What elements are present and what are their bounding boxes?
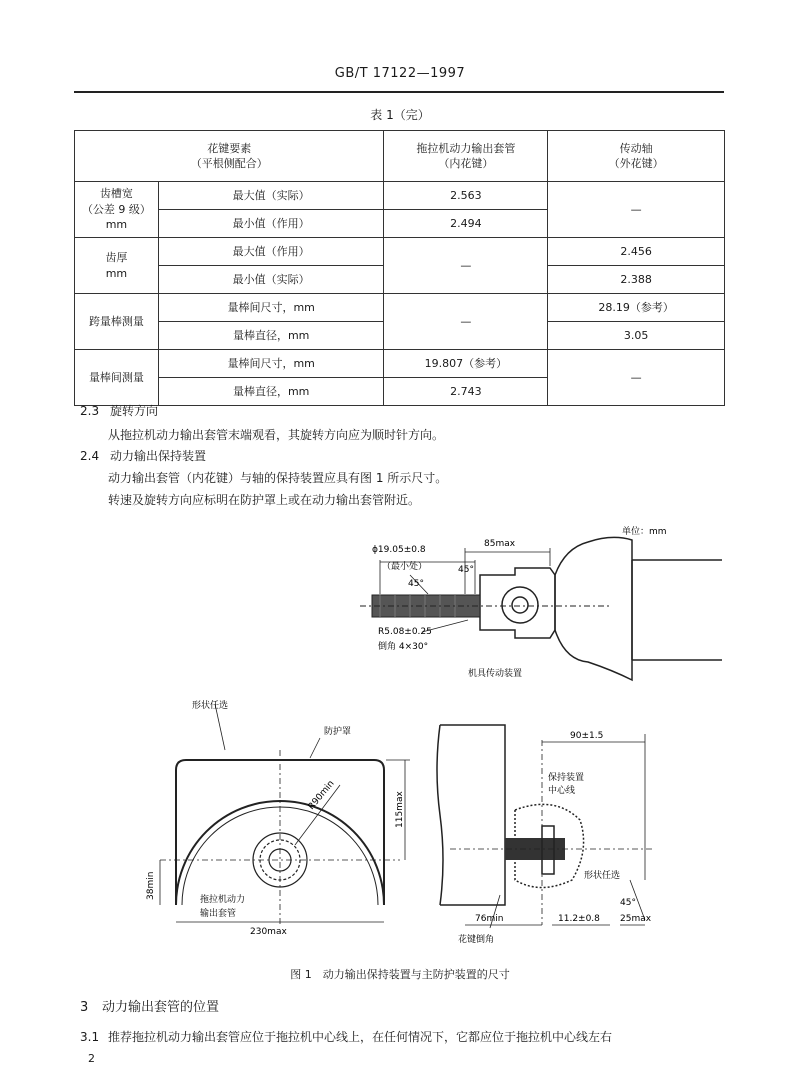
fig-chamfer-spline: 花键倒角 bbox=[458, 935, 495, 945]
between-dia-value: 2.743 bbox=[384, 378, 548, 406]
section-3-heading: 3 动力输出套管的位置 bbox=[80, 1000, 220, 1015]
between-dim-value: 19.807（参考） bbox=[384, 350, 548, 378]
groove-max-value: 2.563 bbox=[384, 182, 548, 210]
section-3-1-body: 3.1 推荐拖拉机动力输出套管应位于拖拉机中心线上，在任何情况下，它都应位于拖拉机中心线左右 bbox=[80, 1030, 613, 1044]
fig-center-label-1: 保持装置 bbox=[548, 773, 585, 783]
fig-dia-note: （最小处） bbox=[382, 562, 428, 572]
fig-length-label: 85max bbox=[484, 539, 516, 549]
fig-dim-11: 11.2±0.8 bbox=[558, 914, 600, 924]
section-2-4-body-2: 转速及旋转方向应标明在防护罩上或在动力输出套管附近。 bbox=[108, 493, 421, 507]
between-dia-label: 量棒直径，mm bbox=[158, 378, 384, 406]
table-caption: 表 1（完） bbox=[370, 108, 430, 122]
fig-dim-90: 90±1.5 bbox=[570, 731, 604, 741]
fig-side-angle: 45° bbox=[620, 898, 636, 908]
page-number: 2 bbox=[88, 1052, 95, 1065]
fig-dia-label: ϕ19.05±0.8 bbox=[372, 545, 426, 555]
section-2-3-body: 从拖拉机动力输出套管末端观看，其旋转方向应为顺时针方向。 bbox=[108, 428, 445, 442]
implement-drive-figure bbox=[350, 520, 730, 690]
col-header-drive-shaft: 传动轴 （外花键） bbox=[548, 131, 725, 182]
fig-dim-76: 76min bbox=[475, 914, 504, 924]
row-label-span-over-pins: 跨量棒测量 bbox=[75, 294, 159, 350]
fig-chamfer-label: 倒角 4×30° bbox=[378, 642, 429, 652]
col-header-spline: 花键要素 （平根侧配合） bbox=[75, 131, 384, 182]
tooth-min-value: 2.388 bbox=[548, 266, 725, 294]
yoke-cross-circle bbox=[502, 587, 538, 623]
fig-pto-label-1: 拖拉机动力 bbox=[200, 895, 246, 905]
section-2-4-heading: 2.4 动力输出保持装置 bbox=[80, 449, 207, 463]
span-dia-label: 量棒直径，mm bbox=[158, 322, 384, 350]
between-drive-value: — bbox=[548, 350, 725, 406]
spline-spec-table bbox=[74, 130, 725, 406]
fig-unit-label: 单位：mm bbox=[622, 527, 667, 537]
fig-left-38: 38min bbox=[146, 871, 156, 900]
fig-dim-25: 25max bbox=[620, 914, 652, 924]
fig-shape-label: 形状任选 bbox=[192, 701, 229, 711]
header-rule bbox=[74, 91, 724, 93]
guard-front-view bbox=[120, 690, 420, 950]
tooth-max-label: 最大值（作用） bbox=[158, 238, 384, 266]
col-header-pto-sleeve: 拖拉机动力输出套管 （内花键） bbox=[384, 131, 548, 182]
row-label-tooth-thickness: 齿厚 mm bbox=[75, 238, 159, 294]
groove-max-label: 最大值（实际） bbox=[158, 182, 384, 210]
yoke-outline bbox=[480, 568, 555, 638]
tractor-housing bbox=[437, 725, 505, 905]
fig-angle-2: 45° bbox=[458, 565, 474, 575]
fig-radius-label: R5.08±0.25 bbox=[378, 627, 432, 637]
fig-height-115: 115max bbox=[395, 791, 405, 828]
section-2-3-heading: 2.3 旋转方向 bbox=[80, 404, 159, 418]
fig-pto-label-2: 输出套管 bbox=[200, 909, 237, 919]
row-label-between-pins: 量棒间测量 bbox=[75, 350, 159, 406]
fig-center-label-2: 中心线 bbox=[548, 786, 576, 796]
shaft-tube bbox=[632, 560, 722, 660]
retainer-side-view bbox=[430, 720, 670, 960]
span-pto-value: — bbox=[384, 294, 548, 350]
fig-guard-label: 防护罩 bbox=[324, 727, 352, 737]
fig-radius-r90: R90min bbox=[306, 778, 337, 812]
standard-header: GB/T 17122—1997 bbox=[334, 66, 466, 81]
fig-side-shape-label: 形状任选 bbox=[584, 871, 621, 881]
span-dim-value: 28.19（参考） bbox=[548, 294, 725, 322]
groove-min-label: 最小值（作用） bbox=[158, 210, 384, 238]
tooth-min-label: 最小值（实际） bbox=[158, 266, 384, 294]
groove-min-value: 2.494 bbox=[384, 210, 548, 238]
fig-angle-1: 45° bbox=[408, 579, 424, 589]
row-label-groove-width: 齿槽宽 （公差 9 级） mm bbox=[75, 182, 159, 238]
section-2-4-body-1: 动力输出套管（内花键）与轴的保持装置应具有图 1 所示尺寸。 bbox=[108, 471, 448, 485]
span-dia-value: 3.05 bbox=[548, 322, 725, 350]
between-dim-label: 量棒间尺寸，mm bbox=[158, 350, 384, 378]
groove-drive-value: — bbox=[548, 182, 725, 238]
fig-width-230: 230max bbox=[250, 927, 287, 937]
guard-cone-outline bbox=[555, 537, 632, 680]
fig-upper-caption: 机具传动装置 bbox=[468, 669, 523, 679]
figure-1-caption: 图 1 动力输出保持装置与主防护装置的尺寸 bbox=[290, 968, 510, 981]
tooth-max-value: 2.456 bbox=[548, 238, 725, 266]
tooth-pto-value: — bbox=[384, 238, 548, 294]
span-dim-label: 量棒间尺寸，mm bbox=[158, 294, 384, 322]
